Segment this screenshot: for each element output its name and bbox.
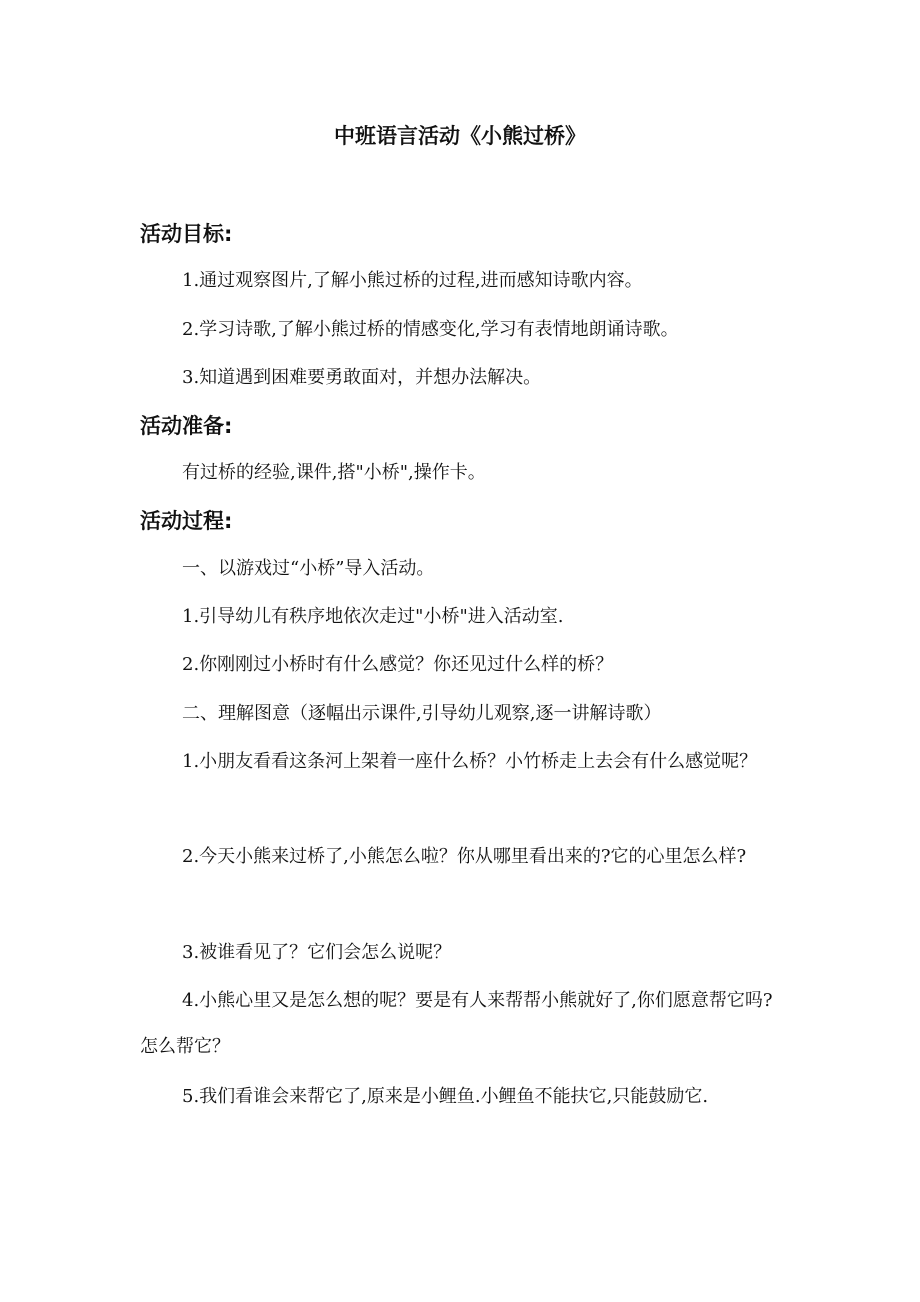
process-item-8: 4.小熊心里又是怎么想的呢？要是有人来帮帮小熊就好了,你们愿意帮它吗?怎么帮它？ [140, 990, 773, 1057]
document-title: 中班语言活动《小熊过桥》 [334, 124, 586, 148]
process-item-2: 1.引导幼儿有秩序地依次走过"小桥"进入活动室. [182, 606, 564, 627]
process-item-5: 1.小朋友看看这条河上架着一座什么桥？小竹桥走上去会有什么感觉呢？ [182, 751, 758, 772]
process-item-4: 二、理解图意（逐幅出示课件,引导幼儿观察,逐一讲解诗歌） [182, 703, 662, 724]
goal-item-3: 3.知道遇到困难要勇敢面对，并想办法解决。 [182, 367, 542, 388]
section-heading-goals: 活动目标: [140, 222, 233, 246]
section-heading-process: 活动过程: [140, 509, 233, 533]
process-item-3: 2.你刚刚过小桥时有什么感觉？你还见过什么样的桥？ [182, 654, 614, 675]
goal-item-2: 2.学习诗歌,了解小熊过桥的情感变化,学习有表情地朗诵诗歌。 [182, 319, 679, 340]
process-item-6: 2.今天小熊来过桥了,小熊怎么啦？你从哪里看出来的?它的心里怎么样? [182, 846, 747, 867]
process-item-1: 一、以游戏过“小桥”导入活动。 [182, 558, 435, 579]
section-heading-preparation: 活动准备: [140, 414, 233, 438]
process-item-7: 3.被谁看见了？它们会怎么说呢？ [182, 942, 452, 963]
process-item-9: 5.我们看谁会来帮它了,原来是小鲤鱼.小鲤鱼不能扶它,只能鼓励它. [182, 1086, 709, 1107]
goal-item-1: 1.通过观察图片,了解小熊过桥的过程,进而感知诗歌内容。 [182, 270, 643, 291]
preparation-text: 有过桥的经验,课件,搭"小桥",操作卡。 [182, 462, 486, 483]
